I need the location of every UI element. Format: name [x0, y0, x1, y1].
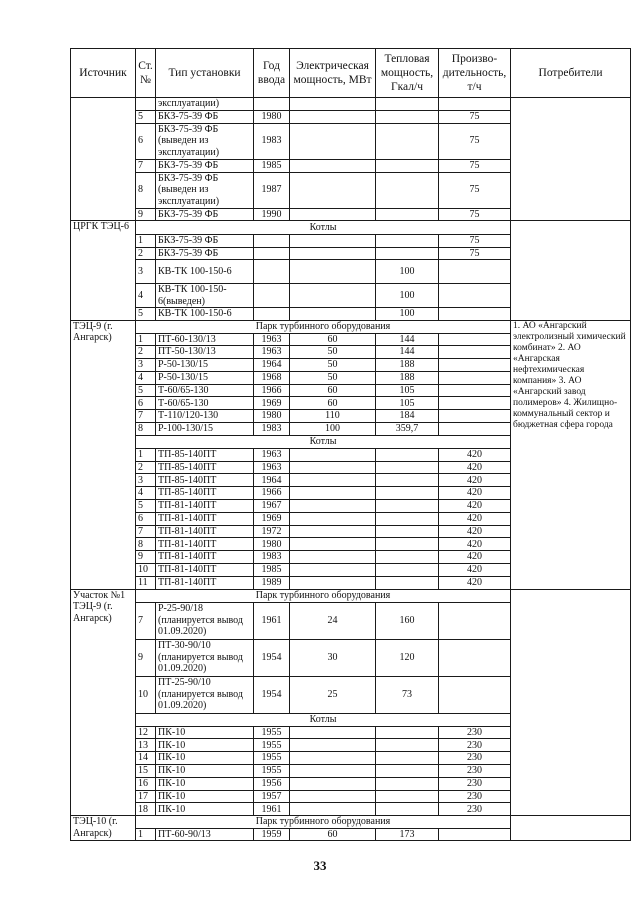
- unit-type-cell: ПК-10: [156, 803, 254, 816]
- year-cell: [254, 284, 290, 308]
- year-cell: [254, 247, 290, 260]
- unit-type-cell: БКЗ-75-39 ФБ: [156, 247, 254, 260]
- electric-power-cell: [290, 448, 376, 461]
- station-number-cell: 10: [136, 676, 156, 713]
- year-cell: 1968: [254, 371, 290, 384]
- heat-power-cell: [376, 500, 439, 513]
- unit-type-cell: ПК-10: [156, 765, 254, 778]
- electric-power-cell: [290, 765, 376, 778]
- station-number-cell: 4: [136, 284, 156, 308]
- electric-power-cell: [290, 474, 376, 487]
- station-number-cell: 6: [136, 397, 156, 410]
- year-cell: 1963: [254, 333, 290, 346]
- header-electric-power: Электрическая мощность, МВт: [290, 49, 376, 98]
- year-cell: 1955: [254, 765, 290, 778]
- heat-power-cell: [376, 739, 439, 752]
- heat-power-cell: [376, 247, 439, 260]
- header-station-no: Ст. №: [136, 49, 156, 98]
- unit-type-cell: БКЗ-75-39 ФБ (выведен из эксплуатации): [156, 172, 254, 208]
- performance-cell: 420: [439, 538, 511, 551]
- station-number-cell: 18: [136, 803, 156, 816]
- electric-power-cell: 60: [290, 333, 376, 346]
- heat-power-cell: [376, 538, 439, 551]
- empty-cell: [376, 98, 439, 111]
- year-cell: 1961: [254, 803, 290, 816]
- electric-power-cell: [290, 159, 376, 172]
- unit-type-cell: ТП-85-140ПТ: [156, 461, 254, 474]
- heat-power-cell: [376, 487, 439, 500]
- station-number-cell: 12: [136, 726, 156, 739]
- station-number-cell: 5: [136, 384, 156, 397]
- electric-power-cell: [290, 247, 376, 260]
- unit-type-cell: Р-50-130/15: [156, 371, 254, 384]
- header-year: Год ввода: [254, 49, 290, 98]
- unit-type-cell: ТП-81-140ПТ: [156, 564, 254, 577]
- section-title: Парк турбинного оборудования: [136, 320, 511, 333]
- heat-power-cell: [376, 790, 439, 803]
- consumers-cell: [511, 221, 631, 321]
- year-cell: 1967: [254, 500, 290, 513]
- performance-cell: [439, 371, 511, 384]
- year-cell: 1989: [254, 576, 290, 589]
- year-cell: 1985: [254, 159, 290, 172]
- unit-type-cell: ТП-85-140ПТ: [156, 448, 254, 461]
- heat-power-cell: [376, 512, 439, 525]
- heat-power-cell: 105: [376, 384, 439, 397]
- electric-power-cell: [290, 777, 376, 790]
- unit-type-cell: ПК-10: [156, 739, 254, 752]
- heat-power-cell: 100: [376, 260, 439, 284]
- section-row: [71, 320, 631, 333]
- year-cell: 1954: [254, 676, 290, 713]
- station-number-cell: 4: [136, 487, 156, 500]
- year-cell: 1963: [254, 448, 290, 461]
- year-cell: 1963: [254, 346, 290, 359]
- electric-power-cell: [290, 123, 376, 159]
- station-number-cell: 6: [136, 512, 156, 525]
- electric-power-cell: [290, 739, 376, 752]
- equipment-table: [70, 48, 631, 841]
- heat-power-cell: [376, 752, 439, 765]
- performance-cell: [439, 284, 511, 308]
- performance-cell: [439, 602, 511, 639]
- electric-power-cell: [290, 110, 376, 123]
- performance-cell: 420: [439, 551, 511, 564]
- year-cell: 1959: [254, 828, 290, 841]
- unit-type-cell: Р-50-130/15: [156, 359, 254, 372]
- heat-power-cell: [376, 726, 439, 739]
- station-number-cell: 9: [136, 639, 156, 676]
- station-number-cell: 5: [136, 110, 156, 123]
- performance-cell: 230: [439, 790, 511, 803]
- heat-power-cell: 73: [376, 676, 439, 713]
- consumers-cell: 1. АО «Ангарский электролизный химический комбинат» 2. АО «Ангарская нефтехимическая компания» 3. АО «Ангарский завод полимеров» 4. Жилищно-коммунальный сектор и бюджетная сфера города: [511, 320, 631, 589]
- unit-type-cell: Т-60/65-130: [156, 384, 254, 397]
- unit-type-cell: КВ-ТК 100-150-6: [156, 260, 254, 284]
- source-cell: [71, 98, 136, 221]
- year-cell: 1955: [254, 752, 290, 765]
- station-number-cell: 5: [136, 500, 156, 513]
- station-number-cell: 8: [136, 423, 156, 436]
- heat-power-cell: 120: [376, 639, 439, 676]
- electric-power-cell: [290, 726, 376, 739]
- consumers-cell: [511, 816, 631, 841]
- heat-power-cell: [376, 525, 439, 538]
- year-cell: 1987: [254, 172, 290, 208]
- station-number-cell: 6: [136, 123, 156, 159]
- heat-power-cell: [376, 235, 439, 248]
- performance-cell: [439, 397, 511, 410]
- performance-cell: [439, 423, 511, 436]
- year-cell: 1956: [254, 777, 290, 790]
- heat-power-cell: [376, 159, 439, 172]
- year-cell: 1972: [254, 525, 290, 538]
- performance-cell: 420: [439, 461, 511, 474]
- station-number-cell: 14: [136, 752, 156, 765]
- empty-cell: [254, 98, 290, 111]
- station-number-cell: 8: [136, 538, 156, 551]
- year-cell: 1980: [254, 110, 290, 123]
- unit-type-cell: эксплуатации): [156, 98, 254, 111]
- unit-type-cell: КВ-ТК 100-150-6(выведен): [156, 284, 254, 308]
- year-cell: 1963: [254, 461, 290, 474]
- year-cell: 1990: [254, 208, 290, 221]
- performance-cell: 420: [439, 525, 511, 538]
- source-cell: ТЭЦ-10 (г. Ангарск): [71, 816, 136, 841]
- station-number-cell: 3: [136, 359, 156, 372]
- performance-cell: 230: [439, 803, 511, 816]
- electric-power-cell: 110: [290, 410, 376, 423]
- performance-cell: 230: [439, 726, 511, 739]
- section-row: [71, 589, 631, 602]
- electric-power-cell: 30: [290, 639, 376, 676]
- unit-type-cell: ТП-81-140ПТ: [156, 525, 254, 538]
- station-number-cell: 3: [136, 260, 156, 284]
- heat-power-cell: 144: [376, 346, 439, 359]
- heat-power-cell: 184: [376, 410, 439, 423]
- station-number-cell: 7: [136, 410, 156, 423]
- unit-type-cell: БКЗ-75-39 ФБ: [156, 159, 254, 172]
- source-cell: ЦРГК ТЭЦ-6: [71, 221, 136, 321]
- performance-cell: [439, 410, 511, 423]
- performance-cell: 75: [439, 159, 511, 172]
- electric-power-cell: [290, 260, 376, 284]
- unit-type-cell: Р-100-130/15: [156, 423, 254, 436]
- heat-power-cell: [376, 551, 439, 564]
- header-row: [71, 49, 631, 98]
- heat-power-cell: 188: [376, 371, 439, 384]
- electric-power-cell: 100: [290, 423, 376, 436]
- unit-type-cell: БКЗ-75-39 ФБ: [156, 235, 254, 248]
- station-number-cell: 1: [136, 448, 156, 461]
- unit-type-cell: ПТ-60-130/13: [156, 333, 254, 346]
- performance-cell: 75: [439, 235, 511, 248]
- unit-type-cell: ПТ-50-130/13: [156, 346, 254, 359]
- unit-type-cell: Т-60/65-130: [156, 397, 254, 410]
- consumers-cell: [511, 589, 631, 816]
- station-number-cell: 16: [136, 777, 156, 790]
- unit-type-cell: ПК-10: [156, 777, 254, 790]
- year-cell: 1964: [254, 359, 290, 372]
- unit-type-cell: КВ-ТК 100-150-6: [156, 308, 254, 321]
- heat-power-cell: [376, 110, 439, 123]
- performance-cell: 75: [439, 247, 511, 260]
- station-number-cell: 1: [136, 828, 156, 841]
- heat-power-cell: 144: [376, 333, 439, 346]
- performance-cell: [439, 639, 511, 676]
- year-cell: [254, 260, 290, 284]
- header-performance: Произво-дительность, т/ч: [439, 49, 511, 98]
- station-number-cell: 8: [136, 172, 156, 208]
- unit-type-cell: БКЗ-75-39 ФБ (выведен из эксплуатации): [156, 123, 254, 159]
- electric-power-cell: [290, 564, 376, 577]
- electric-power-cell: [290, 803, 376, 816]
- electric-power-cell: [290, 208, 376, 221]
- station-number-cell: 1: [136, 235, 156, 248]
- performance-cell: 420: [439, 512, 511, 525]
- performance-cell: 420: [439, 487, 511, 500]
- electric-power-cell: 60: [290, 828, 376, 841]
- heat-power-cell: [376, 172, 439, 208]
- unit-type-cell: ТП-85-140ПТ: [156, 474, 254, 487]
- performance-cell: 230: [439, 777, 511, 790]
- station-number-cell: 7: [136, 525, 156, 538]
- year-cell: 1966: [254, 384, 290, 397]
- heat-power-cell: 173: [376, 828, 439, 841]
- performance-cell: [439, 384, 511, 397]
- station-number-cell: 2: [136, 346, 156, 359]
- station-number-cell: 13: [136, 739, 156, 752]
- performance-cell: 230: [439, 739, 511, 752]
- station-number-cell: 2: [136, 247, 156, 260]
- station-number-cell: 9: [136, 551, 156, 564]
- section-title: Котлы: [136, 713, 511, 726]
- electric-power-cell: 50: [290, 371, 376, 384]
- header-source: Источник: [71, 49, 136, 98]
- electric-power-cell: 60: [290, 397, 376, 410]
- year-cell: 1957: [254, 790, 290, 803]
- unit-type-cell: БКЗ-75-39 ФБ: [156, 110, 254, 123]
- unit-type-cell: ТП-81-140ПТ: [156, 538, 254, 551]
- unit-type-cell: ПТ-60-90/13: [156, 828, 254, 841]
- electric-power-cell: [290, 752, 376, 765]
- section-row: [71, 816, 631, 829]
- station-number-cell: 3: [136, 474, 156, 487]
- electric-power-cell: [290, 538, 376, 551]
- heat-power-cell: 188: [376, 359, 439, 372]
- heat-power-cell: [376, 564, 439, 577]
- performance-cell: [439, 346, 511, 359]
- unit-type-cell: ПК-10: [156, 752, 254, 765]
- year-cell: 1964: [254, 474, 290, 487]
- year-cell: 1954: [254, 639, 290, 676]
- unit-type-cell: ПТ-30-90/10 (планируется вывод 01.09.2020): [156, 639, 254, 676]
- year-cell: 1961: [254, 602, 290, 639]
- year-cell: [254, 235, 290, 248]
- section-title: Котлы: [136, 221, 511, 235]
- heat-power-cell: [376, 803, 439, 816]
- section-row: [71, 221, 631, 235]
- unit-type-cell: ПК-10: [156, 726, 254, 739]
- electric-power-cell: [290, 790, 376, 803]
- year-cell: 1955: [254, 726, 290, 739]
- electric-power-cell: [290, 525, 376, 538]
- heat-power-cell: 105: [376, 397, 439, 410]
- empty-cell: [290, 98, 376, 111]
- header-heat-power: Тепловая мощность, Гкал/ч: [376, 49, 439, 98]
- page-number: 33: [313, 858, 327, 873]
- heat-power-cell: [376, 765, 439, 778]
- station-number-cell: 2: [136, 461, 156, 474]
- year-cell: 1969: [254, 397, 290, 410]
- electric-power-cell: [290, 551, 376, 564]
- performance-cell: 420: [439, 448, 511, 461]
- station-number-cell: 9: [136, 208, 156, 221]
- station-number-cell: 1: [136, 333, 156, 346]
- performance-cell: 230: [439, 752, 511, 765]
- station-number-cell: 10: [136, 564, 156, 577]
- year-cell: 1980: [254, 410, 290, 423]
- empty-cell: [439, 98, 511, 111]
- heat-power-cell: [376, 576, 439, 589]
- year-cell: 1983: [254, 551, 290, 564]
- performance-cell: [439, 828, 511, 841]
- source-cell: Участок №1 ТЭЦ-9 (г. Ангарск): [71, 589, 136, 816]
- section-title: Котлы: [136, 435, 511, 448]
- station-number-cell: [136, 98, 156, 111]
- year-cell: 1966: [254, 487, 290, 500]
- station-number-cell: 5: [136, 308, 156, 321]
- station-number-cell: 7: [136, 602, 156, 639]
- year-cell: 1983: [254, 423, 290, 436]
- consumers-cell: [511, 98, 631, 221]
- year-cell: 1955: [254, 739, 290, 752]
- year-cell: 1985: [254, 564, 290, 577]
- unit-type-cell: Р-25-90/18 (планируется вывод 01.09.2020): [156, 602, 254, 639]
- station-number-cell: 11: [136, 576, 156, 589]
- performance-cell: 420: [439, 564, 511, 577]
- performance-cell: 420: [439, 500, 511, 513]
- heat-power-cell: [376, 208, 439, 221]
- section-title: Парк турбинного оборудования: [136, 816, 511, 829]
- performance-cell: [439, 359, 511, 372]
- electric-power-cell: 25: [290, 676, 376, 713]
- electric-power-cell: [290, 461, 376, 474]
- performance-cell: 75: [439, 172, 511, 208]
- year-cell: 1980: [254, 538, 290, 551]
- electric-power-cell: [290, 487, 376, 500]
- performance-cell: [439, 333, 511, 346]
- performance-cell: [439, 308, 511, 321]
- unit-type-cell: ТП-81-140ПТ: [156, 551, 254, 564]
- station-number-cell: 17: [136, 790, 156, 803]
- electric-power-cell: [290, 235, 376, 248]
- heat-power-cell: [376, 474, 439, 487]
- unit-type-cell: ТП-81-140ПТ: [156, 512, 254, 525]
- unit-type-cell: ТП-81-140ПТ: [156, 576, 254, 589]
- heat-power-cell: 100: [376, 284, 439, 308]
- year-cell: 1969: [254, 512, 290, 525]
- performance-cell: 230: [439, 765, 511, 778]
- heat-power-cell: [376, 123, 439, 159]
- header-consumers: Потребители: [511, 49, 631, 98]
- electric-power-cell: 50: [290, 359, 376, 372]
- section-title: Парк турбинного оборудования: [136, 589, 511, 602]
- heat-power-cell: [376, 448, 439, 461]
- performance-cell: 75: [439, 208, 511, 221]
- unit-type-cell: ТП-81-140ПТ: [156, 500, 254, 513]
- electric-power-cell: 60: [290, 384, 376, 397]
- source-cell: ТЭЦ-9 (г. Ангарск): [71, 320, 136, 589]
- unit-type-cell: ПТ-25-90/10 (планируется вывод 01.09.2020): [156, 676, 254, 713]
- electric-power-cell: [290, 172, 376, 208]
- performance-cell: [439, 260, 511, 284]
- year-cell: [254, 308, 290, 321]
- header-unit-type: Тип установки: [156, 49, 254, 98]
- performance-cell: 75: [439, 123, 511, 159]
- electric-power-cell: [290, 576, 376, 589]
- station-number-cell: 7: [136, 159, 156, 172]
- electric-power-cell: [290, 308, 376, 321]
- station-number-cell: 15: [136, 765, 156, 778]
- unit-type-cell: БКЗ-75-39 ФБ: [156, 208, 254, 221]
- unit-type-cell: Т-110/120-130: [156, 410, 254, 423]
- electric-power-cell: [290, 500, 376, 513]
- performance-cell: [439, 676, 511, 713]
- performance-cell: 75: [439, 110, 511, 123]
- station-number-cell: 4: [136, 371, 156, 384]
- year-cell: 1983: [254, 123, 290, 159]
- heat-power-cell: 160: [376, 602, 439, 639]
- unit-type-cell: ПК-10: [156, 790, 254, 803]
- heat-power-cell: 359,7: [376, 423, 439, 436]
- heat-power-cell: 100: [376, 308, 439, 321]
- electric-power-cell: 24: [290, 602, 376, 639]
- heat-power-cell: [376, 461, 439, 474]
- electric-power-cell: 50: [290, 346, 376, 359]
- electric-power-cell: [290, 284, 376, 308]
- continuation-row: [71, 98, 631, 111]
- electric-power-cell: [290, 512, 376, 525]
- performance-cell: 420: [439, 576, 511, 589]
- heat-power-cell: [376, 777, 439, 790]
- unit-type-cell: ТП-85-140ПТ: [156, 487, 254, 500]
- performance-cell: 420: [439, 474, 511, 487]
